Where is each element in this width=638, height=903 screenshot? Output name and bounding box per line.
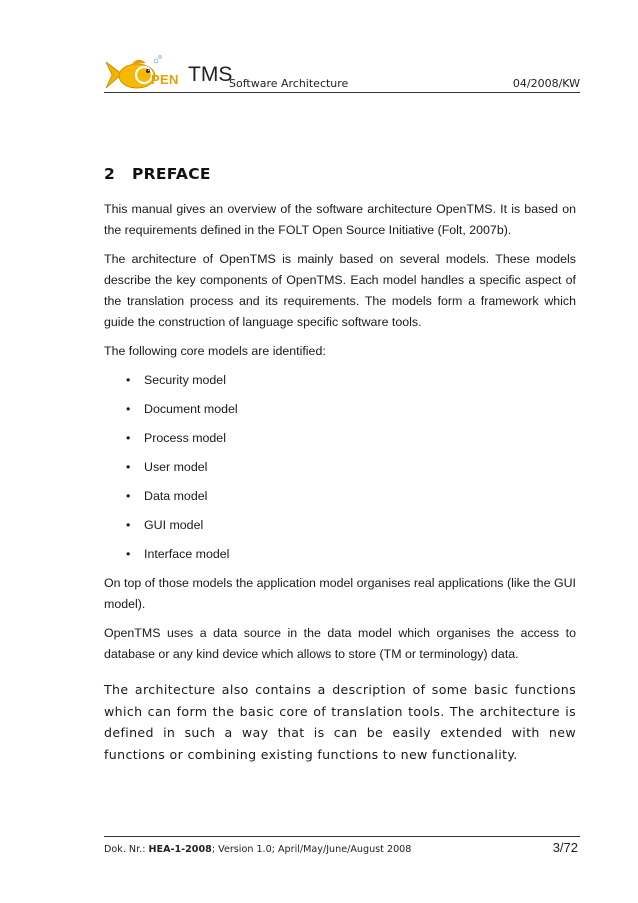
logo-text-tms: TMS — [188, 63, 233, 86]
list-item: • Interface model — [126, 547, 230, 561]
header-date: 04/2008/KW — [512, 77, 580, 90]
paragraph-architecture: The architecture of OpenTMS is mainly based on several models. These models describe the key components of OpenTMS. Each model handles a specific aspect of the translation process and its requirements. The models form a framework which guide the construction of language specific software tools. — [104, 252, 576, 329]
footer-version-info: ; Version 1.0; April/May/June/August 2008 — [211, 844, 412, 855]
section-number: 2 — [104, 165, 116, 183]
header-divider — [104, 92, 580, 93]
paragraph-basic-functions: The architecture also contains a description of some basic functions which can form the basic core of translation tools. The architecture is defined in such a way that is can be easily extended with new functions or combining existing functions to new functionality. — [104, 682, 576, 762]
footer-doc-number: HEA-1-2008 — [148, 844, 212, 855]
page-content — [104, 165, 576, 765]
footer-doc-info — [104, 844, 411, 855]
list-item: • Security model — [126, 373, 226, 387]
page-number: 3/72 — [552, 840, 578, 855]
section-title: PREFACE — [132, 165, 211, 183]
paragraph-intro: This manual gives an overview of the software architecture OpenTMS. It is based on the requirements defined in the FOLT Open Source Initiative (Folt, 2007b). — [104, 202, 576, 237]
page-header — [104, 54, 580, 94]
logo-text-pen: PEN — [151, 72, 179, 87]
list-item: • Process model — [126, 431, 226, 445]
footer-divider — [104, 836, 580, 837]
opentms-logo — [104, 54, 233, 94]
paragraph-data-source: OpenTMS uses a data source in the data model which organises the access to database or any kind device which allows to store (TM or terminology) data. — [104, 626, 576, 661]
core-models-list — [104, 370, 576, 564]
section-heading — [104, 165, 576, 183]
list-item: • Document model — [126, 402, 238, 416]
paragraph-core-models-lead: The following core models are identified: — [104, 344, 326, 358]
header-doc-title: Software Architecture — [229, 77, 349, 90]
footer-doc-label: Dok. Nr.: — [104, 844, 149, 855]
list-item: • User model — [126, 460, 208, 474]
list-item: • GUI model — [126, 518, 204, 532]
paragraph-application-model: On top of those models the application model organises real applications (like the GUI model). — [104, 576, 576, 611]
list-item: • Data model — [126, 489, 208, 503]
page-footer — [104, 836, 580, 855]
